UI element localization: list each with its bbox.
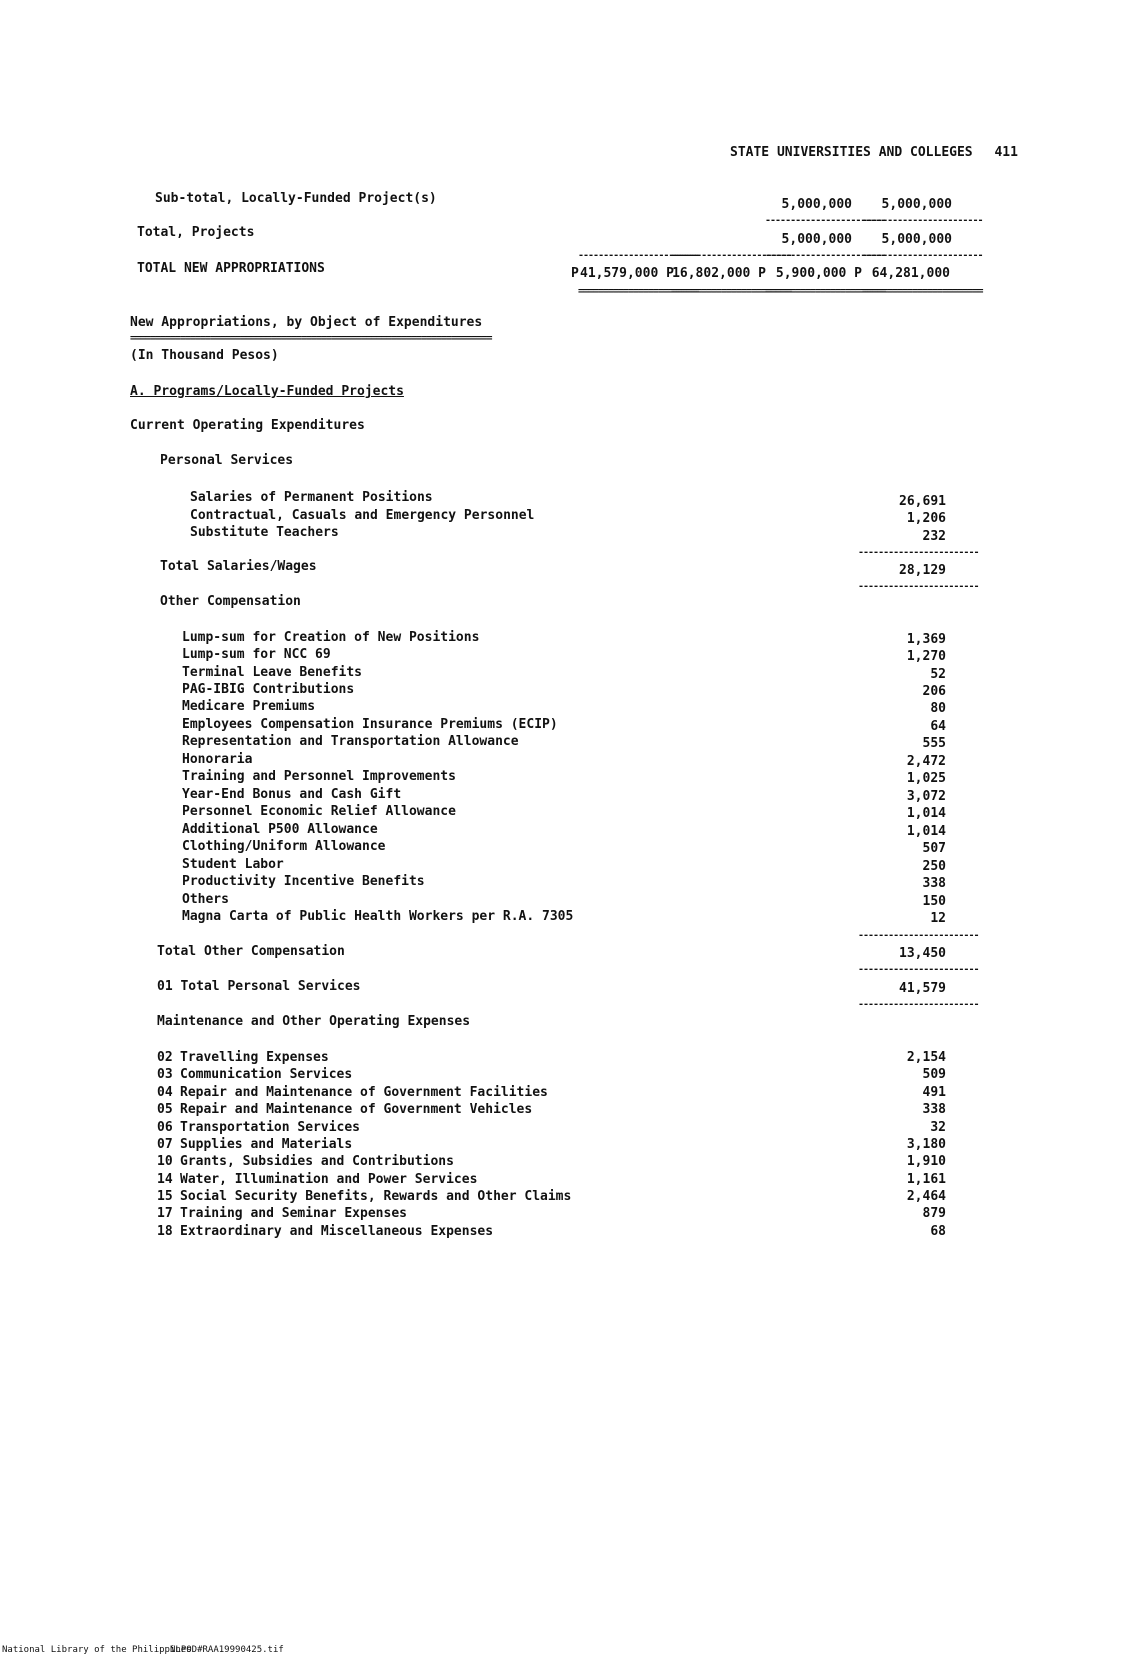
- list-item-value: 338: [922, 1102, 946, 1117]
- list-item: Others: [182, 892, 229, 907]
- rule-dash: ------------------------: [858, 930, 979, 941]
- list-item-value: 509: [922, 1067, 946, 1082]
- list-item-code: 04: [157, 1085, 173, 1100]
- list-item: Lump-sum for NCC 69: [182, 647, 331, 662]
- list-item: Training and Personnel Improvements: [182, 769, 456, 784]
- list-item: Personnel Economic Relief Allowance: [182, 804, 456, 819]
- rule-dash: ------------------------: [858, 547, 979, 558]
- list-item-value: 879: [922, 1206, 946, 1221]
- list-item-value: 1,025: [906, 771, 946, 786]
- list-item-value: 491: [922, 1085, 946, 1100]
- total-personal-label: 01 Total Personal Services: [157, 979, 361, 994]
- list-item-value: 68: [930, 1224, 946, 1239]
- list-item-value: 206: [922, 684, 946, 699]
- list-item-code: 03: [157, 1067, 173, 1082]
- projects-total: 5,000,000: [881, 232, 952, 247]
- list-item-value: 2,464: [906, 1189, 946, 1204]
- list-item-value: 1,014: [906, 806, 946, 821]
- list-item: Employees Compensation Insurance Premiums (ECIP): [182, 717, 558, 732]
- list-item-code: 14: [157, 1172, 173, 1187]
- rule-dash: ------------------------: [858, 999, 979, 1010]
- peso-sign: P: [571, 266, 579, 281]
- current-opex-heading: Current Operating Expenditures: [130, 418, 365, 433]
- total-other-comp-value: 13,450: [899, 946, 946, 961]
- personal-services-heading: Personal Services: [160, 453, 294, 468]
- rule-dash: ------------------------: [858, 581, 979, 592]
- new-approp-label: TOTAL NEW APPROPRIATIONS: [137, 261, 325, 276]
- page-number: 411: [994, 145, 1018, 160]
- list-item-value: 555: [922, 736, 946, 751]
- list-item: Training and Seminar Expenses: [180, 1206, 407, 1221]
- rule-double: ========================================================================: [130, 333, 492, 344]
- rule-dash: ------------------------: [671, 250, 792, 261]
- list-item: Communication Services: [180, 1067, 353, 1082]
- rule-double: ========================: [671, 286, 792, 297]
- list-item: Student Labor: [182, 857, 284, 872]
- list-item-code: 17: [157, 1206, 173, 1221]
- list-item-code: 06: [157, 1120, 173, 1135]
- list-item: Honoraria: [182, 752, 253, 767]
- other-comp-heading: Other Compensation: [160, 594, 301, 609]
- list-item-value: 64: [930, 719, 946, 734]
- list-item: Grants, Subsidies and Contributions: [180, 1154, 454, 1169]
- list-item: Year-End Bonus and Cash Gift: [182, 787, 402, 802]
- section-title: New Appropriations, by Object of Expenditures: [130, 315, 483, 330]
- running-header: [730, 145, 1018, 160]
- list-item: Repair and Maintenance of Government Vehicles: [180, 1102, 533, 1117]
- subtotal-col3: 5,000,000: [781, 197, 852, 212]
- list-item-value: 3,072: [906, 789, 946, 804]
- header-title: STATE UNIVERSITIES AND COLLEGES: [730, 145, 973, 160]
- list-item: Representation and Transportation Allowance: [182, 734, 519, 749]
- rule-double: ========================: [862, 286, 983, 297]
- list-item-value: 1,910: [906, 1154, 946, 1169]
- footer-file: NLPOD#RAA19990425.tif: [170, 1645, 284, 1655]
- rule-dash: ------------------------: [578, 250, 699, 261]
- list-item-code: 18: [157, 1224, 173, 1239]
- list-item-value: 52: [930, 667, 946, 682]
- list-item-value: 338: [922, 876, 946, 891]
- list-item: Supplies and Materials: [180, 1137, 353, 1152]
- list-item: Travelling Expenses: [180, 1050, 329, 1065]
- list-item-value: 250: [922, 859, 946, 874]
- list-item-value: 232: [922, 529, 946, 544]
- list-item-value: 32: [930, 1120, 946, 1135]
- list-item: Clothing/Uniform Allowance: [182, 839, 386, 854]
- total-salaries-label: Total Salaries/Wages: [160, 559, 317, 574]
- list-item: Magna Carta of Public Health Workers per R.A. 7305: [182, 909, 574, 924]
- rule-dash: ------------------------: [765, 250, 886, 261]
- list-item: Substitute Teachers: [190, 525, 339, 540]
- total-salaries-value: 28,129: [899, 563, 946, 578]
- total-personal-value: 41,579: [899, 981, 946, 996]
- list-item-code: 10: [157, 1154, 173, 1169]
- list-item-value: 1,270: [906, 649, 946, 664]
- list-item-code: 15: [157, 1189, 173, 1204]
- list-item: Water, Illumination and Power Services: [180, 1172, 478, 1187]
- list-item: Terminal Leave Benefits: [182, 665, 363, 680]
- footer-library: National Library of the Philippines: [2, 1645, 192, 1655]
- list-item-value: 2,154: [906, 1050, 946, 1065]
- list-item: Salaries of Permanent Positions: [190, 490, 433, 505]
- list-item-code: 07: [157, 1137, 173, 1152]
- list-item-value: 12: [930, 911, 946, 926]
- list-item-value: 1,206: [906, 511, 946, 526]
- new-approp-col2: 16,802,000 P: [672, 266, 766, 281]
- list-item-value: 1,161: [906, 1172, 946, 1187]
- list-item-code: 05: [157, 1102, 173, 1117]
- list-item-value: 1,369: [906, 632, 946, 647]
- list-item: Productivity Incentive Benefits: [182, 874, 425, 889]
- list-item-value: 2,472: [906, 754, 946, 769]
- total-other-comp-label: Total Other Compensation: [157, 944, 345, 959]
- rule-double: ========================: [578, 286, 699, 297]
- list-item: Lump-sum for Creation of New Positions: [182, 630, 480, 645]
- projects-col3: 5,000,000: [781, 232, 852, 247]
- rule-dash: ------------------------: [862, 250, 983, 261]
- list-item: Medicare Premiums: [182, 699, 316, 714]
- list-item: Additional P500 Allowance: [182, 822, 378, 837]
- unit-note: (In Thousand Pesos): [130, 348, 279, 363]
- subtotal-total: 5,000,000: [881, 197, 952, 212]
- list-item-value: 3,180: [906, 1137, 946, 1152]
- list-item-value: 507: [922, 841, 946, 856]
- list-item-value: 26,691: [899, 494, 946, 509]
- list-item: PAG-IBIG Contributions: [182, 682, 355, 697]
- list-item: Extraordinary and Miscellaneous Expenses: [180, 1224, 494, 1239]
- list-item: Contractual, Casuals and Emergency Personnel: [190, 508, 535, 523]
- subsection-title: A. Programs/Locally-Funded Projects: [130, 384, 404, 399]
- list-item: Social Security Benefits, Rewards and Other Claims: [180, 1189, 572, 1204]
- list-item: Repair and Maintenance of Government Facilities: [180, 1085, 548, 1100]
- list-item-code: 02: [157, 1050, 173, 1065]
- list-item-value: 150: [922, 894, 946, 909]
- list-item-value: 1,014: [906, 824, 946, 839]
- mooe-heading: Maintenance and Other Operating Expenses: [157, 1014, 471, 1029]
- new-approp-col1: 41,579,000 P: [580, 266, 674, 281]
- projects-label: Total, Projects: [137, 225, 255, 240]
- new-approp-col3: 5,900,000 P: [775, 266, 862, 281]
- rule-dash: ------------------------: [858, 964, 979, 975]
- subtotal-label: Sub-total, Locally-Funded Project(s): [155, 191, 437, 206]
- rule-dash: ------------------------: [862, 215, 983, 226]
- list-item: Transportation Services: [180, 1120, 361, 1135]
- new-approp-total: 64,281,000: [871, 266, 950, 281]
- rule-dash: ------------------------: [765, 215, 886, 226]
- list-item-value: 80: [930, 701, 946, 716]
- rule-double: ========================: [765, 286, 886, 297]
